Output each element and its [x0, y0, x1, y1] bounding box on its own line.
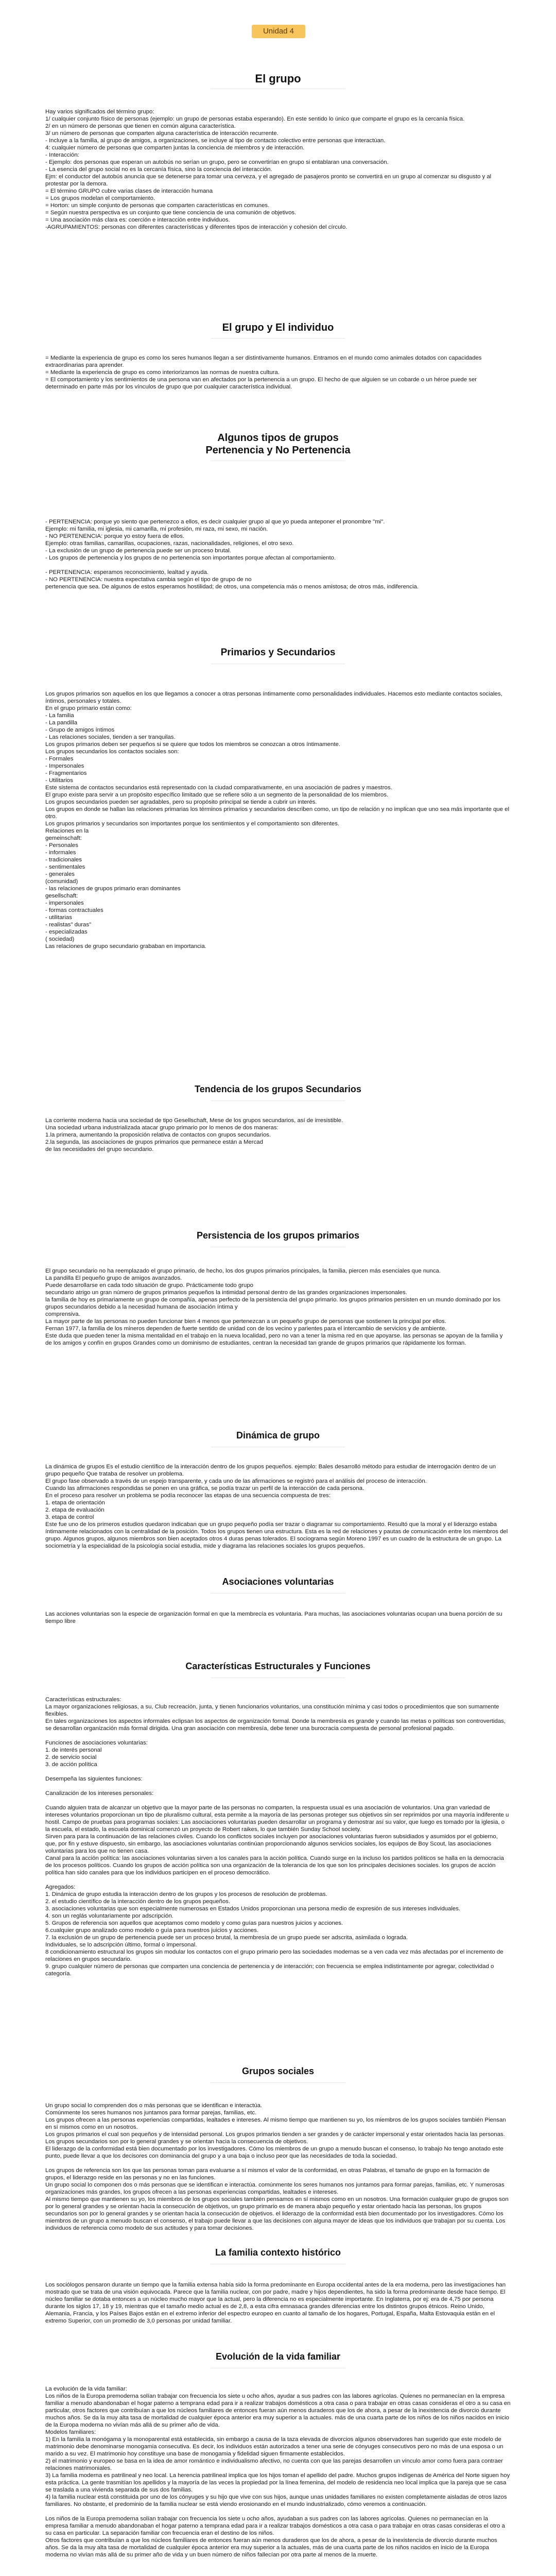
body-line: 2. el estudio científico de la interacción dentro de los grupos pequeños.	[45, 1899, 231, 1905]
body-line: Los niños de la Europa premoderna solían trabajar con frecuencia los siete u ocho años, ayudar a sus padres con las labores agrícolas. Quienes no permanecían en la empresa familiar a menudo abandonaban el hogar paterno a temprana edad para ir a realizar trabajos domésticos a otra casa o para trabajar en otras casas consideras el otro a su casa en particular, otros factores que contribuían a que los núcleos familiares de entonces fueran aún menos duraderos que los de ahora, a pesar de la inexistencia de divorcio durante muchos años. Se da la muy alta tasa de mortalidad de cualquier época anterior era muy superior a la actuales. más de una cuarta parte de los niños de los niños nacidos en inicio de la Europa moderna no vivían más allá de su primer año de vida.	[45, 2393, 512, 2428]
body-line: 1. etapa de orientación	[45, 1500, 105, 1506]
section-title	[0, 1084, 556, 1095]
body-line: Otros factores que contribuían a que los núcleos familiares de entonces fueran aún menos duraderos que los de ahora, a pesar de la inexistencia de divorcio durante muchos años. Se da la muy alta tasa de mortalidad de cualquier época anterior era muy superior a la actuales, más de una cuarta parte de los niños nacidos en inicio de la Europa moderna no vivían más allá de su primer año de vida y un buen número de niños fallecían por otra parte al menos de la muerte.	[45, 2537, 499, 2558]
body-line: La mayor parte de las personas no pueden funcionar bien 4 menos que pertenezcan a un pequeño grupo de personas que sostienen la principal por ellos.	[45, 1318, 446, 1325]
section-body	[45, 2281, 511, 2325]
body-line: Funciones de asociaciones voluntarias:	[45, 1740, 148, 1746]
body-line: Relaciones en la	[45, 828, 89, 834]
section-body	[45, 1463, 511, 1550]
body-line: - utilitarias	[45, 914, 72, 921]
body-line: Modelos familiares:	[45, 2429, 96, 2435]
section-title	[0, 1661, 556, 1672]
body-line: Los sociólogos pensaron durante un tiempo que la familia extensa había sido la forma predominante en Europa occidental antes de la era moderna, pero las investigaciones han mostrado que se trata de una visión equivocada. Parece que la familia nuclear, con por padre, madre y hijos dependientes, ha sido la forma predominante desde hace tiempo. El núcleo familiar se dotaba entonces a un núcleo mucho mayor que la actual, pero la diferencia no es especialmente importante. En Inglaterra, por ej: era de 4,75 por persona durante los siglos 17, 18 y 19, mientras que el tamaño medio actual es de 2,8, a esta cifra emnasaca grandes diferencias entre los distintos grupos étnicos. Reino Unido, Alemania, Francia, y los Países Bajos están en el extremo inferior del espectro europeo en cuanto al tamaño de los hogares, Portugal, España, Malta Estovaquia están en el extremo Superior, con un promedio de 3,0 personas por unidad familiar.	[45, 2282, 508, 2324]
body-line: Una sociedad urbana industrializada atacar grupo primario por lo menos de dos maneras:	[45, 1125, 279, 1131]
body-line: Los grupos secundarios pueden ser agradables, pero su propósito principal se tiende a cubrir un interés.	[45, 799, 317, 805]
body-line: 5. Grupos de referencia son aquellos que aceptamos como modelo y como guías para nuestros juicios y acciones.	[45, 1920, 343, 1926]
section-title	[0, 2247, 556, 2259]
body-line: - Utilitarios	[45, 777, 73, 784]
body-line: - Personales	[45, 842, 78, 849]
body-line: Ejemplo: otras familias, camarillas, ocupaciones, razas, nacionalidades, religiones, el otro sexo.	[45, 540, 294, 547]
section-title	[0, 1230, 556, 1242]
body-line: El grupo fase observado a través de un espejo transparente, y cada uno de las afirmaciones se registró para el análisis del proceso de interacción.	[45, 1478, 427, 1484]
body-line: Fernan 1977, la familia de los mineros dependen de fuerte sentido de unidad con de los vecino y parientes para el intercambio de servicios y de ambiente.	[45, 1326, 447, 1332]
section-title-text: Dinámica de grupo	[236, 1430, 320, 1440]
body-line: comprensiva.	[45, 1311, 80, 1317]
body-line: - PERTENENCIA: esperamos reconocimiento, lealtad y ayuda.	[45, 569, 208, 575]
body-line: Ejemplo: mi familia, mi iglesia, mi camarilla, mi profesión, mi raza, mi sexo, mi nación.	[45, 526, 268, 532]
section-divider	[211, 1677, 345, 1678]
body-line: - realistas" duras"	[45, 922, 92, 928]
section-title	[0, 2351, 556, 2363]
body-line: 3/ un número de personas que comparten alguna característica de interacción recurrente.	[45, 130, 279, 137]
body-line: gemeinschaft:	[45, 835, 82, 841]
body-line: 2. etapa de evaluación	[45, 1507, 105, 1513]
section-title-text: El grupo	[255, 72, 301, 85]
body-line: Cuando alguien trata de alcanzar un objetivo que la mayor parte de las personas no comparten, la respuesta usual es una asociación de voluntarios. Una gran variedad de intereses voluntarios proporcionan un tipo de pluralismo cultural, esta permite a la mayoría de las personas proteger sus objetivos sin ser reprimidos por una mayoría indiferente u hostil. Campo de pruebas para programas sociales: Las asociaciones voluntarias pueden desarrollar un programa y demostrar así su valor, que luego es tomado por la iglesia, o la escuela, el estado, la escuela dominical comenzó un proyecto de Robert raikes, lo que también Sunday School society.	[45, 1805, 511, 1833]
body-line: En tales organizaciones los aspectos informales eclipsan los aspectos de organización formal. Donde la membresía es grande y cuando las metas o políticas son controvertidas, se desarrollan organización más formal dirigida. Una gran asociación con membresía, debe tener una burocracia compuesta de personal profesional pagado.	[45, 1718, 508, 1732]
body-line: Canalización de los intereses personales:	[45, 1790, 154, 1797]
body-line: La evolución de la vida familiar:	[45, 2386, 127, 2392]
body-line: Los grupos de referencia son los que las personas toman para evaluarse a sí mismos el valor de la conformidad, en otras Palabras, el tamaño de grupo en la formación de grupos, el liderazgo reside en las personas y no en las funciones.	[45, 2167, 492, 2181]
body-line: 4: cualquier número de personas que comparten juntas la conciencia de miembros y de interacción.	[45, 145, 305, 151]
section-title-text: El grupo y El individuo	[222, 322, 334, 333]
body-line: Los grupos primarios deben ser pequeños si se quiere que todos los miembros se conozcan a otros íntimamente.	[45, 741, 341, 748]
body-line: - impersonales	[45, 900, 84, 906]
section-divider	[211, 1593, 345, 1594]
section-title-text: Tendencia de los grupos Secundarios	[195, 1084, 361, 1094]
section-title-text: Persistencia de los grupos primarios	[196, 1230, 360, 1241]
section-title-text: Características Estructurales y Funciones	[185, 1661, 371, 1671]
body-line: Los niños de la Europa premoderna solían trabajar con frecuencia los siete u ocho años, ayudaban a sus padres con las labores agrícolas. Quienes no permanecían en la empresa familiar a menudo abandonaban el hogar paterno a temprana edad para ir a realizar trabajos domésticos a otra casa o para trabajar en otras casas consideras el otro a su casa en particular. La separación familiar con frecuencia eran el destino de los niños.	[45, 2516, 507, 2536]
section-body	[45, 354, 511, 391]
body-line	[45, 2508, 511, 2515]
body-line: - Formales	[45, 756, 74, 762]
body-line: 1. Dinámica de grupo estudia la interacción dentro de los grupos y los procesos de resolución de problemas.	[45, 1891, 327, 1897]
section-title-text: Primarios y Secundarios	[220, 647, 336, 658]
section-title	[0, 432, 556, 456]
body-line	[45, 1797, 511, 1804]
body-line: Este fue uno de los primeros estudios quedaron indicaban que un grupo pequeño podía ser trazar o diagramar su comportamiento. Resultó que la moral y el liderazgo estaba íntimamente relacionados con la centralidad de la posición. Todos los grupos tienen una estructura. Esta es la red de relaciones y pautas de comunicación entre los miembros del grupo. Algunos grupos, algunos miembros son bien aceptados otros 4 duras penas tolerados. El sociograma según Moreno 1997 es un cuadro de la estructura de un grupo. La sociometría y la especialidad de la psicología social estudia, mide y diagrama las relaciones sociales los grupos pequeños.	[45, 1521, 510, 1549]
body-line: - NO PERTENENCIA: porque yo estoy fuera de ellos.	[45, 533, 185, 539]
section-title-text: Grupos sociales	[241, 2066, 315, 2076]
body-line: 3. etapa de control	[45, 1514, 94, 1520]
body-line: Un grupo social lo comprenden dos o más personas que se identifican e interactúa.	[45, 2103, 263, 2109]
body-line: Los grupos secundarios los contactos sociales son:	[45, 749, 179, 755]
body-line: 4. son un reglás voluntariamente por adscripción.	[45, 1913, 173, 1919]
body-line: = Mediante la experiencia de grupo es como interiorizamos las normas de nuestra cultura.	[45, 369, 280, 376]
body-line: Comúnmente los seres humanos nos juntamos para formar parejas, familias, etc.	[45, 2110, 257, 2116]
body-line: 6.cualquier grupo analizado como modelo o guía para nuestros juicios y acciones.	[45, 1927, 259, 1934]
body-line: Hay varios significados del término grupo:	[45, 109, 154, 115]
section-title-text: Algunos tipos de grupos	[217, 432, 339, 444]
body-line: El grupo secundario no ha reemplazado el grupo primario, de hecho, los dos grupos primarios principales, la familia, piercen más esenciales que nunca.	[45, 1268, 441, 1274]
body-line: = Horton: un simple conjunto de personas que comparten características en comunes.	[45, 202, 270, 209]
body-line	[45, 1876, 511, 1884]
body-line: la familia de hoy es primariamente un grupo de compañía, apenas perfecto de la persistencia del grupo primario. los grupos primarios persisten en un mundo dominado por los grupos secundarios debido a la necesidad humana de asociación íntima y	[45, 1297, 502, 1310]
body-line: - especializadas	[45, 929, 88, 935]
body-line: 3. de acción política	[45, 1761, 97, 1768]
body-line: En el grupo primario están como:	[45, 705, 132, 711]
body-line: - Interacción:	[45, 152, 79, 158]
body-line: - Grupo de amigos íntimos	[45, 727, 115, 733]
body-line: Los grupos primarios el cual son pequeños y de intensidad personal. Los grupos primarios tienden a ser grandes y de carácter impersonal y estar orientados hacia las personas.	[45, 2131, 505, 2138]
body-line: 4) la familia nuclear está constituida por uno de los cónyuges y su hijo que vive con sus hijos, aunque unas unidades familiares no existen completamente aisladas de otros lazos familiares. No obstante, el predominio de la familia nuclear se está viendo erosionando en el mundo industrializado, cómo veremos a continuación.	[45, 2494, 509, 2507]
body-line: 2/ en un número de personas que tienen en común alguna característica.	[45, 123, 236, 129]
body-line: 1/ cualquier conjunto físico de personas (ejemplo: un grupo de personas estaba esperando). En este sentido lo único que comparte el grupo es la cercanía física.	[45, 116, 465, 122]
body-line: 7. la exclusión de un grupo de pertenencia puede ser un proceso brutal, la membresía de un grupo puede ser adscrita, asimilada o lograda.	[45, 1935, 408, 1941]
body-line: El grupo existe para servir a un propósito específico limitado que se refiere sólo a un segmento de la personalidad de los miembros.	[45, 792, 389, 798]
body-line	[45, 1732, 511, 1739]
body-line: Canal para la acción política: las asociaciones voluntarias sirven a los canales para la acción política. Cuando surge en la incluso los partidos políticos se halla en la democracia de los procesos políticos. Cuando los grupos de acción política son una organización de la tolerancia de los que son los principales decisiones sociales. los grupos de acción política han sido canales para que los individuos participen en el proceso democrático.	[45, 1855, 506, 1876]
body-line: -AGRUPAMIENTOS: personas con diferentes características y diferentes tipos de interacción y cohesión del círculo.	[45, 224, 348, 230]
body-line: El liderazgo de la conformidad está bien documentado por los investigadores. Cómo los miembros de un grupo a menudo buscan el consenso, lo trabajo No tengo anotado este punto, puede llevar a que los decisores con dominancia del grupo y a una baja o incluso peor que las necesidades de toda la sociedad.	[45, 2146, 505, 2159]
section-divider	[211, 1100, 345, 1101]
body-line: Puede desarrollarse en cada todo situación de grupo. Prácticamente todo grupo	[45, 1282, 253, 1289]
body-line: de las necesidades del grupo secundario.	[45, 1146, 154, 1153]
section-title	[0, 72, 556, 86]
body-line: = Una asociación más clara es: coerción e interacción entre individuos.	[45, 217, 230, 223]
body-line: La pandilla El pequeño grupo de amigos avanzados.	[45, 1275, 182, 1281]
unit-badge: Unidad 4	[252, 25, 305, 38]
section-body	[45, 518, 511, 590]
body-line: Los grupos primarios y secundarios son importantes porque los sentimientos y el comportamiento son diferentes.	[45, 821, 340, 827]
body-line: 9. grupo cualquier número de personas que comparten una conciencia de pertenencia y de interacción; con frecuencia se emplea indistintamente por agregar, colectividad o categoría.	[45, 1963, 496, 1977]
body-line: En el proceso para resolver un problema se podía reconocer las etapas de una secuencia compuesta de tres:	[45, 1493, 331, 1499]
body-line: La dinámica de grupos Es el estudio científico de la interacción dentro de los grupos pequeños. ejemplo: Bales desarrolló método para estudiar de interrogación dentro de un grupo pequeño Que trataba de resolver un problema.	[45, 1464, 498, 1477]
body-line: - PERTENENCIA: porque yo siento que pertenezco a ellos, es decir cualquier grupo al que yo pueda anteponer el pronombre "mi".	[45, 519, 385, 525]
section-body	[45, 1267, 511, 1347]
body-line: pertenencia que sea. De algunos de estos esperamos hostilidad; de otros, una competencia más o menos amistosa; de otros más, indiferencia.	[45, 584, 419, 590]
body-line: Los grupos en donde se hallan las relaciones primarias los términos primarios y secundarios describen como, un tipo de relación y no implican que uno sea más importante que el otro.	[45, 806, 511, 820]
body-line: - Incluye a la familia, al grupo de amigos, a organizaciones, se incluye al tipo de contacto colectivo entre personas que interactúan.	[45, 138, 386, 144]
section-title	[0, 1577, 556, 1588]
section-title-text: Evolución de la vida familiar	[215, 2351, 341, 2362]
body-line: Los grupos primarios son aquellos en los que llegamos a conocer a otras personas íntimamente como personalidades individuales. Hacemos esto mediante contactos sociales, íntimos, personales y totales.	[45, 691, 504, 704]
body-line: Individuales, se lo adscripción último, formal o impersonal.	[45, 1942, 197, 1948]
body-line: Agregados:	[45, 1884, 76, 1890]
section-title-text: La familia contexto histórico	[215, 2247, 341, 2258]
body-line: = El comportamiento y los sentimientos de una persona van en afectados por la pertenencia a un grupo. El hecho de que alguien se un cobarde o un héroe puede ser determinado en parte más por los vínculos de grupo que por cualquier característica individual.	[45, 377, 479, 390]
body-line: Este sistema de contactos secundarios está representado con la ciudad comparativamente, en una asociación de padres y maestros.	[45, 785, 392, 791]
section-divider	[211, 2082, 345, 2083]
body-line: - formas contractuales	[45, 907, 103, 913]
body-line: = Según nuestra perspectiva es un conjunto que tiene conciencia de una comunión de objetivos.	[45, 210, 297, 216]
body-line: 8 condicionamiento estructural los grupos sin modular los contactos con el grupo primario pero las sociedades modernas se a ven cada vez más afectadas por el incremento de relaciones en grupos secundario.	[45, 1949, 505, 1962]
body-line: - las relaciones de grupos primario eran dominantes	[45, 886, 181, 892]
body-line: Los grupos secundarios son por lo general grandes y se orientan hacia la consecuencia de objetivos.	[45, 2139, 308, 2145]
section-body	[45, 1117, 511, 1153]
body-line: = Los grupos modelan el comportamiento.	[45, 195, 155, 201]
body-line: - Fragmentarios	[45, 770, 87, 776]
section-body	[45, 1696, 511, 1977]
body-line: 2.la segunda, las asociaciones de grupos primarios que permanece están a Mercad	[45, 1139, 263, 1145]
body-line: 3. asociaciones voluntarias que son especialmente numerosas en Estados Unidos proporcionan una persona medio de expresión de sus intereses individuales.	[45, 1906, 461, 1912]
body-line: Las acciones voluntarias son la especie de organización formal en que la membrecía es voluntaria. Para muchas, las asociaciones voluntarias ocupan una buena porción de su tiempo libre	[45, 1611, 504, 1624]
body-line: Los grupos ofrecen a las personas experiencias compartidas, lealtades e intereses. Al mismo tiempo que mantienen su yo, los miembros de los grupos sociales también Piensan en sí mismos como en un nosotros.	[45, 2117, 508, 2130]
section-title	[0, 321, 556, 334]
body-line: 1) En la familia la monógama y la monoparental está establecida, sin embargo a causa de la taza elevada de divorcios algunos observadores han sugerido que este modelo de matrimonio debe denominarse monogamia consecutiva. Es decir, los individuos están autorizados a tener una serie de cónyuges consecutivos pero no más de una esposa o un marido a su vez. El matrimonio hoy constituye una base de monogamia y fidelidad siguen firmamente establecidos.	[45, 2436, 505, 2457]
section-title-text: Asociaciones voluntarias	[222, 1577, 334, 1587]
body-line: La corriente moderna hacia una sociedad de tipo Gesellschaft, Mese de los grupos secundarios, así de irresistible.	[45, 1117, 343, 1124]
body-line	[45, 2160, 511, 2167]
section-title	[0, 1430, 556, 1442]
body-line: - sentimentales	[45, 864, 85, 870]
body-line: Al mismo tiempo que mantienen su yo, los miembros de los grupos sociales también pensamos en sí mismos como en un nosotros. Una formación cualquier grupo de grupos son por lo general grandes y se orientan hacia la consecución de objetivos, un grupo primario es de manera abajo pequeño y estar orientado hacia las personas, los grupos secundarios son por lo general grandes y se orientan hacia la consecución de objetivos. el liderazgo de la conformidad está bien documentado por los investigadores. Cómo los miembros de un grupo a menudo buscan el consenso, el trabajo puede llevar a que las decisiones con alguna mayor de ideas que los individuos que trabajan por su cuenta. Los individuos de referencia como modelo de sus actitudes y para tomar decisiones.	[45, 2196, 510, 2231]
section-title	[0, 647, 556, 659]
section-body	[45, 2102, 511, 2232]
body-line: La mayor organizaciones religiosas, a su, Club recreación, junta, y tienen funcionarios voluntarios, una constitución mínima y casi todos o procedimientos que son sumamente flexibles.	[45, 1704, 501, 1717]
body-line: ( sociedad)	[45, 936, 75, 942]
body-line: Las relaciones de grupo secundario grababan en importancia.	[45, 943, 206, 950]
body-line: - La pandilla	[45, 720, 78, 726]
body-line: - Impersonales	[45, 763, 84, 769]
body-line: Este duda que pueden tener la misma mentalidad en el trabajo en la nueva localidad, pero no van a tener la misma red en que apoyarse. las personas se apoyan de la familia y de los amigos y confín en grupos Grandes como un dominismo de estudiantes, centran la necesidad tan grande de grupos primarios que rápidamente los forman.	[45, 1333, 505, 1346]
body-line: secundario atrigo un gran número de grupos primarios pequeños la intimidad personal dentro de las grandes organizaciones impersonales.	[45, 1290, 407, 1296]
body-line: - informales	[45, 850, 76, 856]
body-line	[45, 562, 511, 569]
body-line: 2) el matrimonio y europeo se basa en la idea de amor romántico e individualismo afectivo, no cuenta con que las parejas desarrollen un vínculo amor como fuera para contraer relaciones matrimoniales.	[45, 2458, 505, 2471]
section-subtitle: Pertenencia y No Pertenencia	[205, 445, 351, 456]
body-line: Un grupo social lo componen dos o más personas que se identifican e interactúa. comúnmente los seres humanos nos juntamos para formar parejas, familias, etc. Y numerosas organizaciones más grandes, los grupos ofrecen a las personas experiencias compartidas, lealtades e intereses.	[45, 2182, 506, 2195]
body-line: - generales	[45, 871, 75, 877]
body-line: 3) La familia moderna es patrilineal y neo local. La herencia patrilineal implica que los hijos toman el apellido del padre. Muchos grupos indígenas de América del Norte siguen hoy esta práctica. La gente trasmitían los apellidos y la mayoría de las veces la propiedad por la línea femenina, del modelo de residencia neo local implica que la pareja que se casa se traslada a una vivienda separada de sus dos familias.	[45, 2472, 512, 2493]
body-line: - NO PERTENENCIA: nuestra expectativa cambia según el tipo de grupo de no	[45, 577, 252, 583]
body-line	[45, 1768, 511, 1775]
body-line: 1.la primera, aumentando la proposición relativa de contactos con grupos secundarios.	[45, 1132, 271, 1138]
section-body	[45, 690, 511, 950]
body-line: - Los grupos de pertenencia y los grupos de no pertenencia son importantes porque afectan al comportamiento.	[45, 555, 336, 561]
body-line: 2. de servicio social	[45, 1754, 97, 1760]
body-line: 1. de interés personal	[45, 1747, 102, 1753]
body-line: Sirven para para la continuación de las relaciones civiles. Cuando los conflictos sociales incluyen por asociaciones voluntarias fueron subsidiados y asumidos por el gobierno, que, por fin y estuve dispuesto, sin embargo, las asociaciones voluntarias continúan proporcionando algunos servicios sociales, los equipos de Boy Scout, las asociaciones voluntarias para los que no tienen casa.	[45, 1834, 500, 1854]
body-line: - La exclusión de un grupo de pertenencia puede ser un proceso brutal.	[45, 548, 231, 554]
body-line: = El término GRUPO cubre varias clases de interacción humana	[45, 188, 213, 194]
body-line: - Las relaciones sociales, tienden a ser tranquilas.	[45, 734, 176, 740]
section-body	[45, 108, 511, 231]
section-title	[0, 2066, 556, 2077]
body-line: - tradicionales	[45, 857, 82, 863]
body-line: gesellschaft:	[45, 893, 78, 899]
body-line: Cuando las afirmaciones respondidas se ponen en una gráfica, se podía trazar un perfil de la interacción de cada persona.	[45, 1485, 364, 1492]
body-line	[45, 1783, 511, 1790]
body-line: - La esencia del grupo social no es la cercanía física, sino la conciencia del interacción.	[45, 166, 272, 173]
body-line: - Ejemplo: dos personas que esperan un autobús no serían un grupo, pero se convertirían en grupo si entablaran una conversación.	[45, 159, 389, 165]
body-line: Desempeña las siguientes funciones:	[45, 1776, 143, 1782]
body-line: = Mediante la experiencia de grupo es como los seres humanos llegan a ser distintivamente humanos. Entramos en el mundo como animales dotados con capacidades extraordinarias para aprender.	[45, 355, 483, 368]
section-body	[45, 1611, 511, 1625]
body-line: (comunidad)	[45, 878, 78, 885]
body-line: Características estructurales:	[45, 1697, 121, 1703]
section-body	[45, 2385, 511, 2558]
body-line: - La familia	[45, 713, 74, 719]
body-line: Ejm: el conductor del autobús anuncia que se detenerse para tomar una cerveza, y el agregado de pasajeros pronto se convertirá en un grupo al comenzar su disgusto y al protestar por la demora.	[45, 174, 493, 187]
